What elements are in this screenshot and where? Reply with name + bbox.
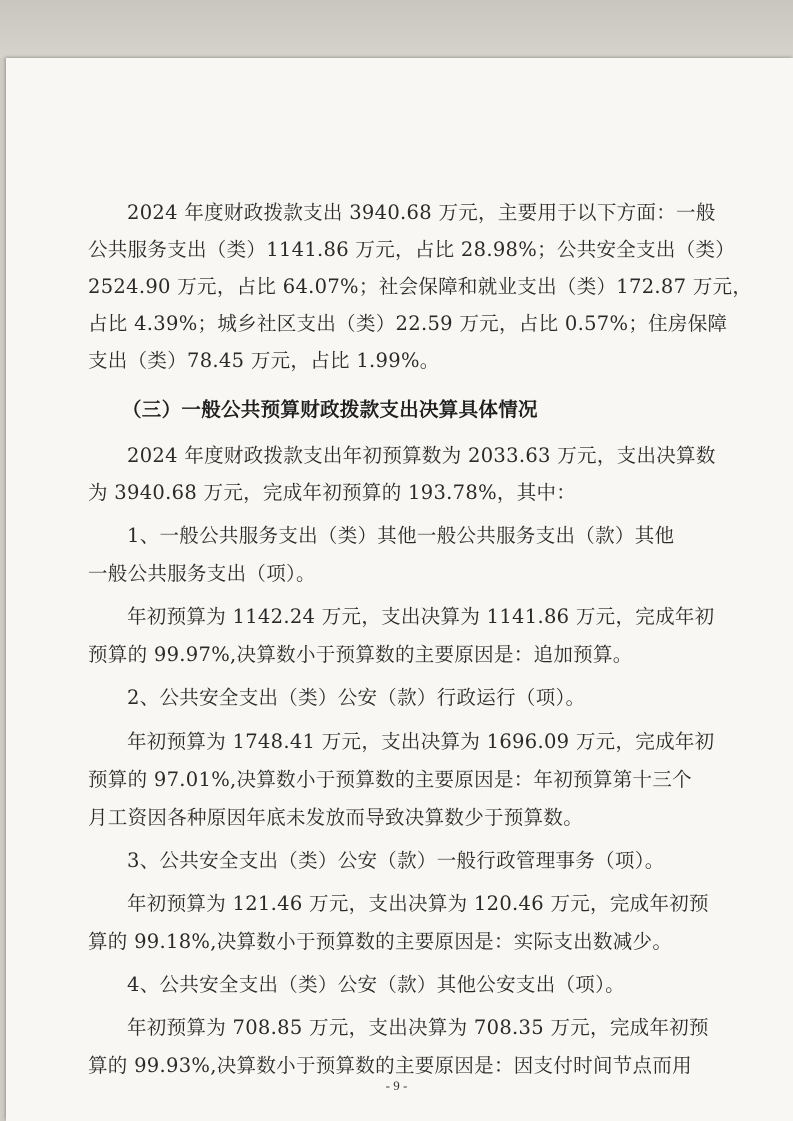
paragraph-line: 年初预算为 121.46 万元，支出决算为 120.46 万元，完成年初预 bbox=[127, 892, 709, 915]
paragraph-line: 公共服务支出（类）1141.86 万元，占比 28.98%；公共安全支出（类） bbox=[88, 238, 736, 261]
item-heading: 2、公共安全支出（类）公安（款）行政运行（项）。 bbox=[127, 686, 586, 709]
item-heading: 3、公共安全支出（类）公安（款）一般行政管理事务（项）。 bbox=[127, 849, 665, 872]
paragraph-line: 年初预算为 708.85 万元，支出决算为 708.35 万元，完成年初预 bbox=[127, 1016, 709, 1039]
paragraph-line: 2024 年度财政拨款支出 3940.68 万元，主要用于以下方面：一般 bbox=[127, 201, 716, 224]
scanner-top-margin bbox=[0, 0, 793, 58]
paragraph-line: 年初预算为 1142.24 万元，支出决算为 1141.86 万元，完成年初 bbox=[127, 605, 715, 628]
paragraph-line: 2524.90 万元，占比 64.07%；社会保障和就业支出（类）172.87 万元， bbox=[88, 275, 753, 298]
paragraph-line: 年初预算为 1748.41 万元，支出决算为 1696.09 万元，完成年初 bbox=[127, 730, 715, 753]
paragraph-line: 支出（类）78.45 万元，占比 1.99%。 bbox=[88, 349, 440, 372]
paragraph-line: 月工资因各种原因年底未发放而导致决算数少于预算数。 bbox=[88, 806, 584, 829]
page-number: - 9 - bbox=[385, 1078, 408, 1093]
paragraph-line: 2024 年度财政拨款支出年初预算数为 2033.63 万元，支出决算数 bbox=[127, 444, 716, 467]
paragraph-line: 为 3940.68 万元，完成年初预算的 193.78%，其中： bbox=[88, 481, 577, 504]
paragraph-line: 预算的 99.97%,决算数小于预算数的主要原因是：追加预算。 bbox=[88, 643, 633, 666]
paragraph-line: 算的 99.93%,决算数小于预算数的主要原因是：因支付时间节点而用 bbox=[88, 1054, 692, 1077]
item-heading: 1、一般公共服务支出（类）其他一般公共服务支出（款）其他 bbox=[127, 524, 675, 547]
paragraph-line: 占比 4.39%；城乡社区支出（类）22.59 万元，占比 0.57%；住房保障 bbox=[88, 312, 728, 335]
section-heading: （三）一般公共预算财政拨款支出决算具体情况 bbox=[122, 398, 538, 421]
item-heading-continuation: 一般公共服务支出（项）。 bbox=[88, 562, 316, 585]
item-heading: 4、公共安全支出（类）公安（款）其他公安支出（项）。 bbox=[127, 973, 625, 996]
paragraph-line: 预算的 97.01%,决算数小于预算数的主要原因是：年初预算第十三个 bbox=[88, 768, 692, 791]
paragraph-line: 算的 99.18%,决算数小于预算数的主要原因是：实际支出数减少。 bbox=[88, 930, 673, 953]
